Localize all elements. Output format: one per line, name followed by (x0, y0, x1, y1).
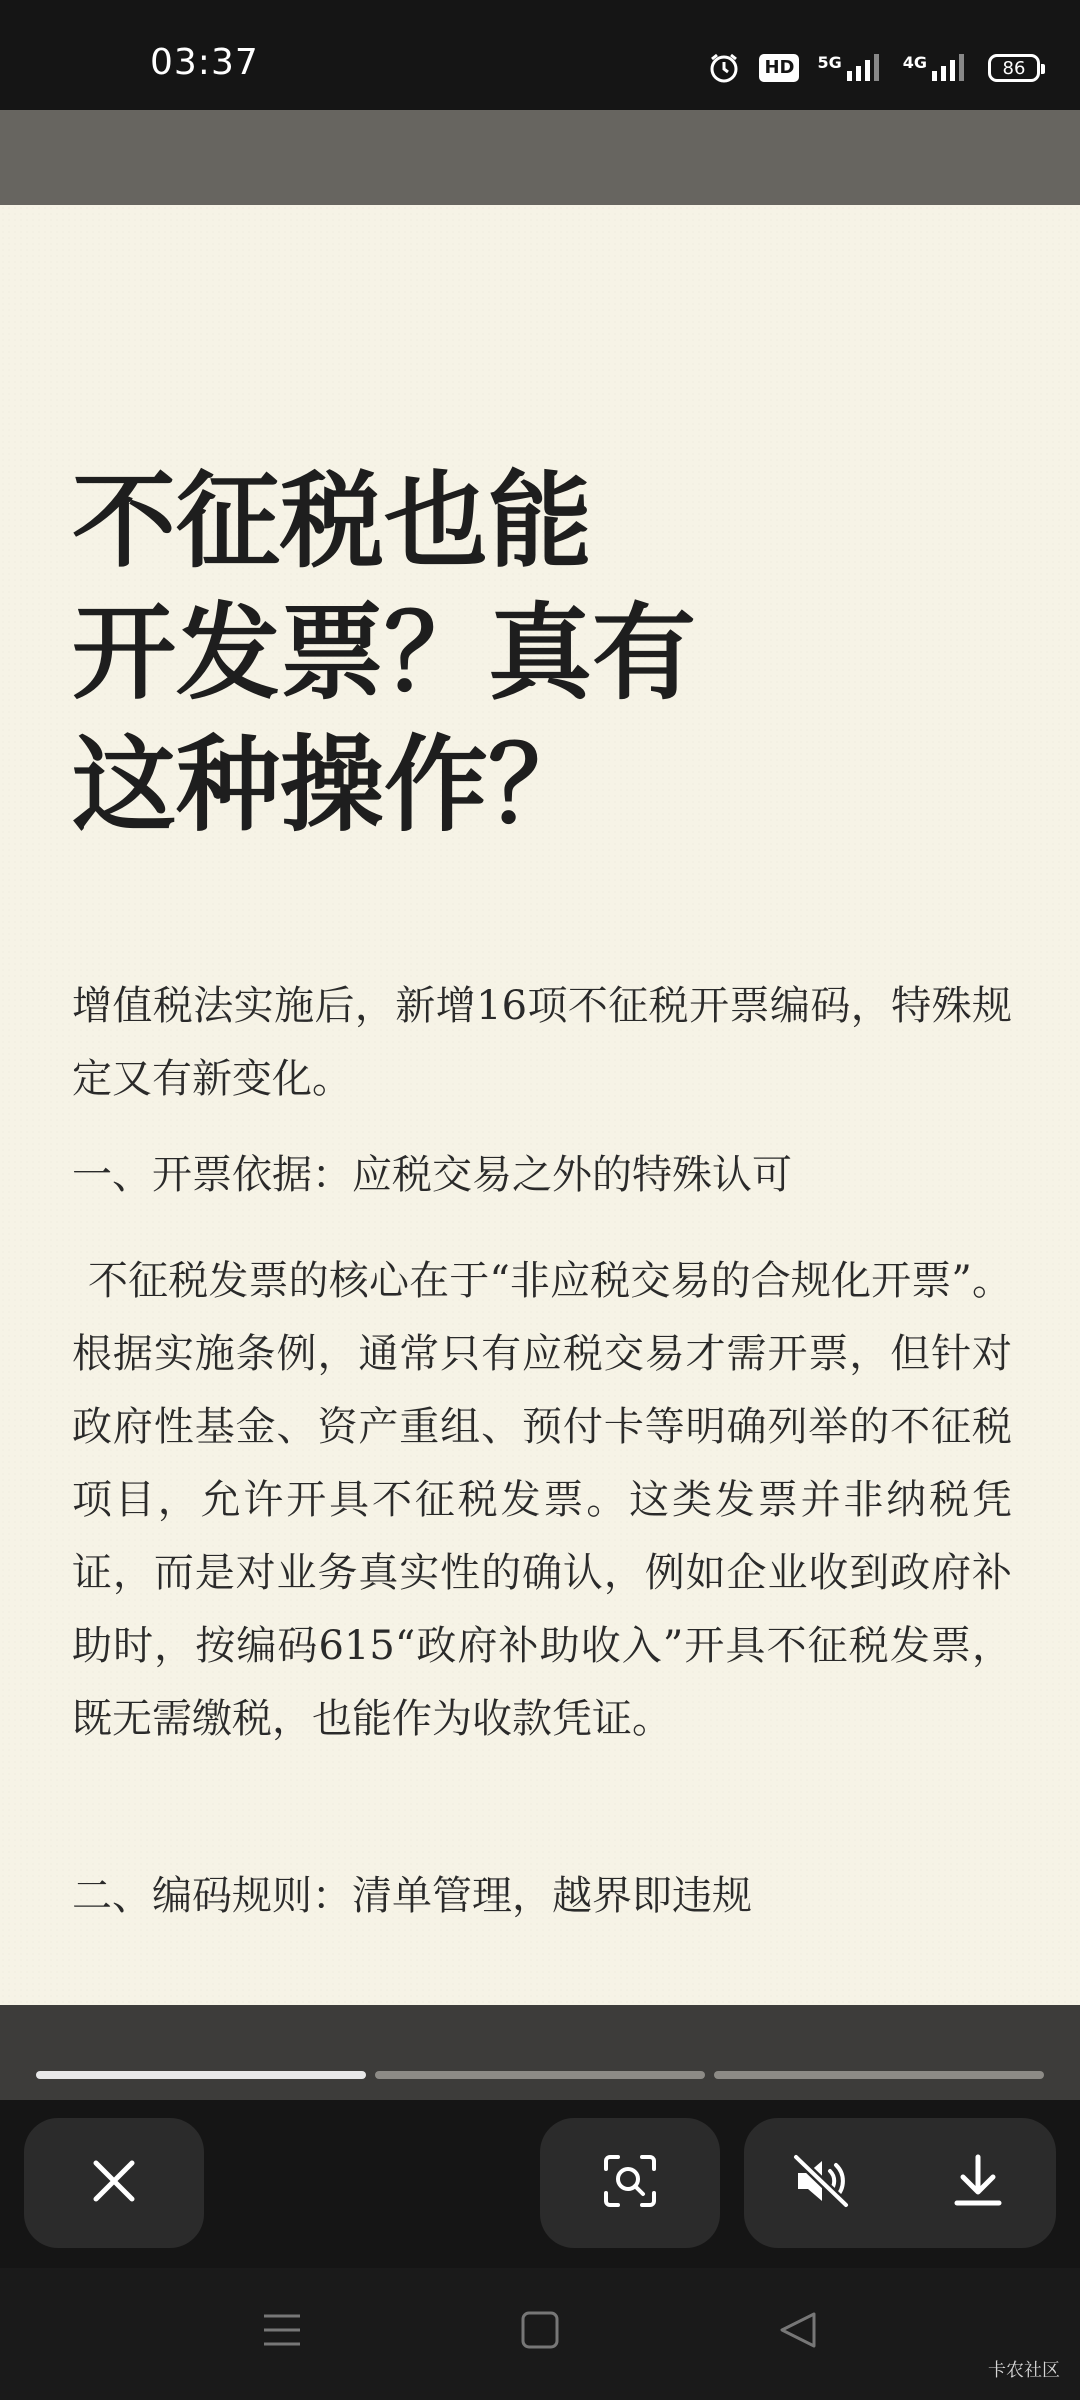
progress-segment-2 (375, 2071, 705, 2079)
close-button[interactable] (24, 2118, 204, 2248)
progress-segment-1 (36, 2071, 366, 2079)
media-controls (744, 2118, 1056, 2248)
watermark: 卡农社区 (988, 2360, 1060, 2381)
battery-icon (988, 54, 1040, 82)
back-icon[interactable] (778, 2310, 818, 2354)
mute-icon (792, 2153, 852, 2213)
battery-level: 86 (1002, 57, 1026, 79)
headline-line: 这种操作？ (72, 723, 593, 846)
signal-5g-label: 5G (817, 53, 842, 72)
status-time: 03:37 (150, 42, 259, 83)
mute-button[interactable] (782, 2143, 862, 2223)
signal-4g-label: 4G (902, 53, 927, 72)
article-paragraph-1: 增值税法实施后，新增16项不征税开票编码，特殊规定又有新变化。 (72, 983, 1012, 1102)
article-page[interactable] (0, 205, 1080, 2005)
section-heading-1: 一、开票依据：应税交易之外的特殊认可 (72, 1152, 792, 1198)
headline-line: 不征税也能 (72, 459, 593, 582)
alarm-icon (707, 51, 741, 85)
scan-icon (602, 2153, 658, 2213)
article-paragraph-2: 不征税发票的核心在于“非应税交易的合规化开票”。根据实施条例，通常只有应税交易才需开票，但针对政府性基金、资产重组、预付卡等明确列举的不征税项目，允许开具不征税发票。这类发票并非纳税凭证，而是对业务真实性的确认，例如企业收到政府补助时，按编码615“政府补助收入”开具不征税发票，既无需缴税，也能作为收款凭证。 (72, 1258, 1012, 1742)
headline-line: 开发票？真有 (72, 591, 697, 714)
hd-icon: HD (759, 54, 799, 82)
signal-5g-icon (817, 53, 884, 83)
signal-4g-icon (903, 53, 970, 83)
close-icon (90, 2157, 138, 2209)
bottom-band (0, 2005, 1080, 2100)
status-icons (707, 48, 1040, 88)
status-bar (0, 0, 1080, 110)
media-toolbar (0, 2100, 1080, 2268)
article-headline (72, 455, 772, 851)
download-icon (953, 2153, 1003, 2213)
progress-segment-3 (714, 2071, 1044, 2079)
top-band (0, 110, 1080, 205)
home-icon[interactable] (520, 2310, 560, 2354)
system-navbar (0, 2268, 1080, 2400)
menu-icon[interactable] (262, 2310, 302, 2354)
section-heading-2: 二、编码规则：清单管理，越界即违规 (72, 1873, 752, 1919)
download-button[interactable] (938, 2143, 1018, 2223)
scan-button[interactable] (540, 2118, 720, 2248)
